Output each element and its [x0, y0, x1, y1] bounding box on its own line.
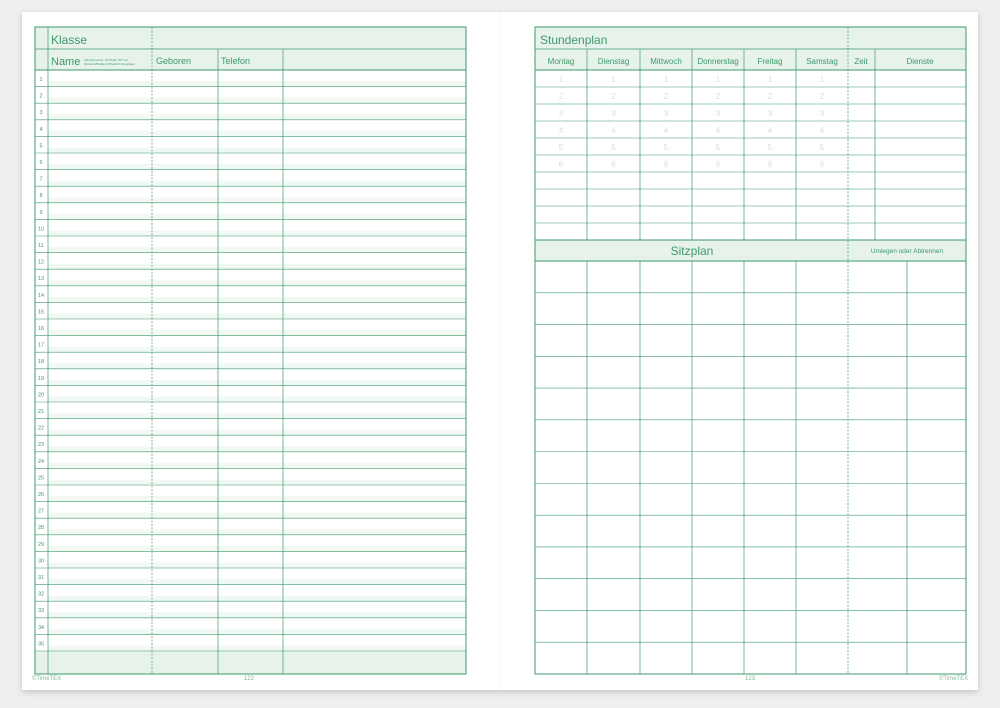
lesson-number: 6 — [558, 160, 564, 169]
lesson-number: 5 — [767, 143, 773, 152]
class-title: Klasse — [51, 33, 88, 47]
born-column-header: Geboren — [156, 56, 192, 66]
row-number: 2 — [39, 93, 43, 100]
lesson-number: 6 — [611, 160, 616, 169]
row-number: 22 — [37, 425, 45, 432]
lesson-number: 6 — [819, 160, 825, 169]
row-number: 3 — [39, 110, 43, 117]
row-number: 17 — [37, 342, 45, 349]
lesson-number: 4 — [819, 126, 825, 135]
day-header: Mittwoch — [650, 57, 682, 66]
row-number: 26 — [37, 492, 45, 498]
lesson-number: 3 — [611, 109, 616, 118]
day-header: Montag — [547, 57, 575, 66]
day-header: Samstag — [806, 57, 838, 66]
row-number: 18 — [37, 359, 45, 366]
lesson-number: 2 — [767, 92, 773, 101]
lesson-number: 2 — [663, 92, 669, 101]
lesson-number: 3 — [558, 109, 564, 118]
row-number: 31 — [37, 575, 45, 581]
left-copyright: ©TimeTEX — [32, 676, 62, 682]
lesson-number: 5 — [819, 143, 825, 152]
row-number: 4 — [39, 126, 43, 133]
row-number: 6 — [39, 160, 43, 166]
row-number: 15 — [37, 309, 45, 316]
lesson-number: 2 — [715, 92, 721, 101]
lesson-number: 1 — [715, 75, 721, 84]
day-header: Donnerstag — [697, 57, 739, 66]
lesson-number: 3 — [819, 109, 825, 118]
name-column-note-1: Schreibmodus: W=Weiß, M/T etc. — [84, 58, 129, 62]
row-number: 5 — [39, 143, 43, 150]
row-number: 34 — [37, 624, 45, 631]
right-page-number: 123 — [745, 676, 756, 682]
time-column-header: Zeit — [854, 57, 868, 66]
lesson-number: 1 — [819, 75, 825, 84]
lesson-number: 4 — [715, 126, 721, 135]
row-number: 27 — [37, 508, 45, 515]
row-number: 8 — [39, 193, 43, 200]
duties-column-header: Dienste — [906, 57, 934, 66]
row-number: 19 — [37, 375, 45, 382]
lesson-number: 4 — [558, 126, 564, 135]
phone-column-header: Telefon — [221, 56, 251, 66]
day-header: Dienstag — [597, 57, 630, 66]
lesson-number: 4 — [663, 126, 669, 135]
lesson-number: 3 — [715, 109, 721, 118]
lesson-number: 6 — [715, 160, 721, 169]
row-number: 12 — [37, 259, 45, 266]
row-number: 1 — [39, 77, 43, 83]
row-number: 23 — [37, 442, 45, 449]
row-number: 21 — [37, 409, 45, 415]
row-number: 9 — [39, 209, 43, 216]
row-number: 11 — [38, 243, 44, 249]
name-column-header: Name — [51, 56, 81, 68]
lesson-number: 3 — [767, 109, 773, 118]
seating-plan-title: Sitzplan — [670, 244, 714, 258]
row-number: 28 — [37, 525, 45, 532]
row-number: 32 — [37, 591, 45, 598]
lesson-number: 6 — [767, 160, 773, 169]
right-copyright: ©TimeTEX — [939, 676, 969, 682]
timetable-title: Stundenplan — [540, 33, 608, 47]
lesson-number: 5 — [663, 143, 669, 152]
fold-hint: Umlegen oder Abtrennen — [870, 248, 944, 255]
left-page-number: 122 — [244, 676, 255, 682]
lesson-number: 4 — [611, 126, 616, 135]
lesson-number: 1 — [611, 75, 616, 84]
lesson-number: 2 — [558, 92, 564, 101]
lesson-number: 4 — [767, 126, 773, 135]
lesson-number: 3 — [663, 109, 669, 118]
row-number: 10 — [37, 226, 45, 233]
lesson-number: 1 — [663, 75, 669, 84]
row-number: 24 — [37, 458, 45, 465]
lesson-number: 1 — [767, 75, 773, 84]
lesson-number: 2 — [819, 92, 825, 101]
row-number: 20 — [37, 392, 45, 399]
row-number: 16 — [37, 326, 45, 332]
day-header: Freitag — [757, 57, 783, 66]
lesson-number: 2 — [611, 92, 616, 101]
lesson-number: 6 — [663, 160, 669, 169]
name-column-note-2: Römisch/Braille Z=Weiblich Sonstiges — [84, 62, 135, 66]
lesson-number: 5 — [558, 143, 564, 152]
row-number: 13 — [37, 276, 45, 283]
row-number: 25 — [37, 475, 45, 482]
row-number: 7 — [39, 176, 43, 183]
lesson-number: 5 — [715, 143, 721, 152]
lesson-number: 1 — [558, 75, 564, 84]
lesson-number: 5 — [611, 143, 616, 152]
row-number: 33 — [37, 608, 45, 615]
row-number: 14 — [37, 292, 45, 299]
row-number: 29 — [37, 541, 45, 548]
row-number: 35 — [37, 641, 45, 648]
right-frame — [535, 27, 966, 674]
row-number: 30 — [37, 558, 45, 565]
